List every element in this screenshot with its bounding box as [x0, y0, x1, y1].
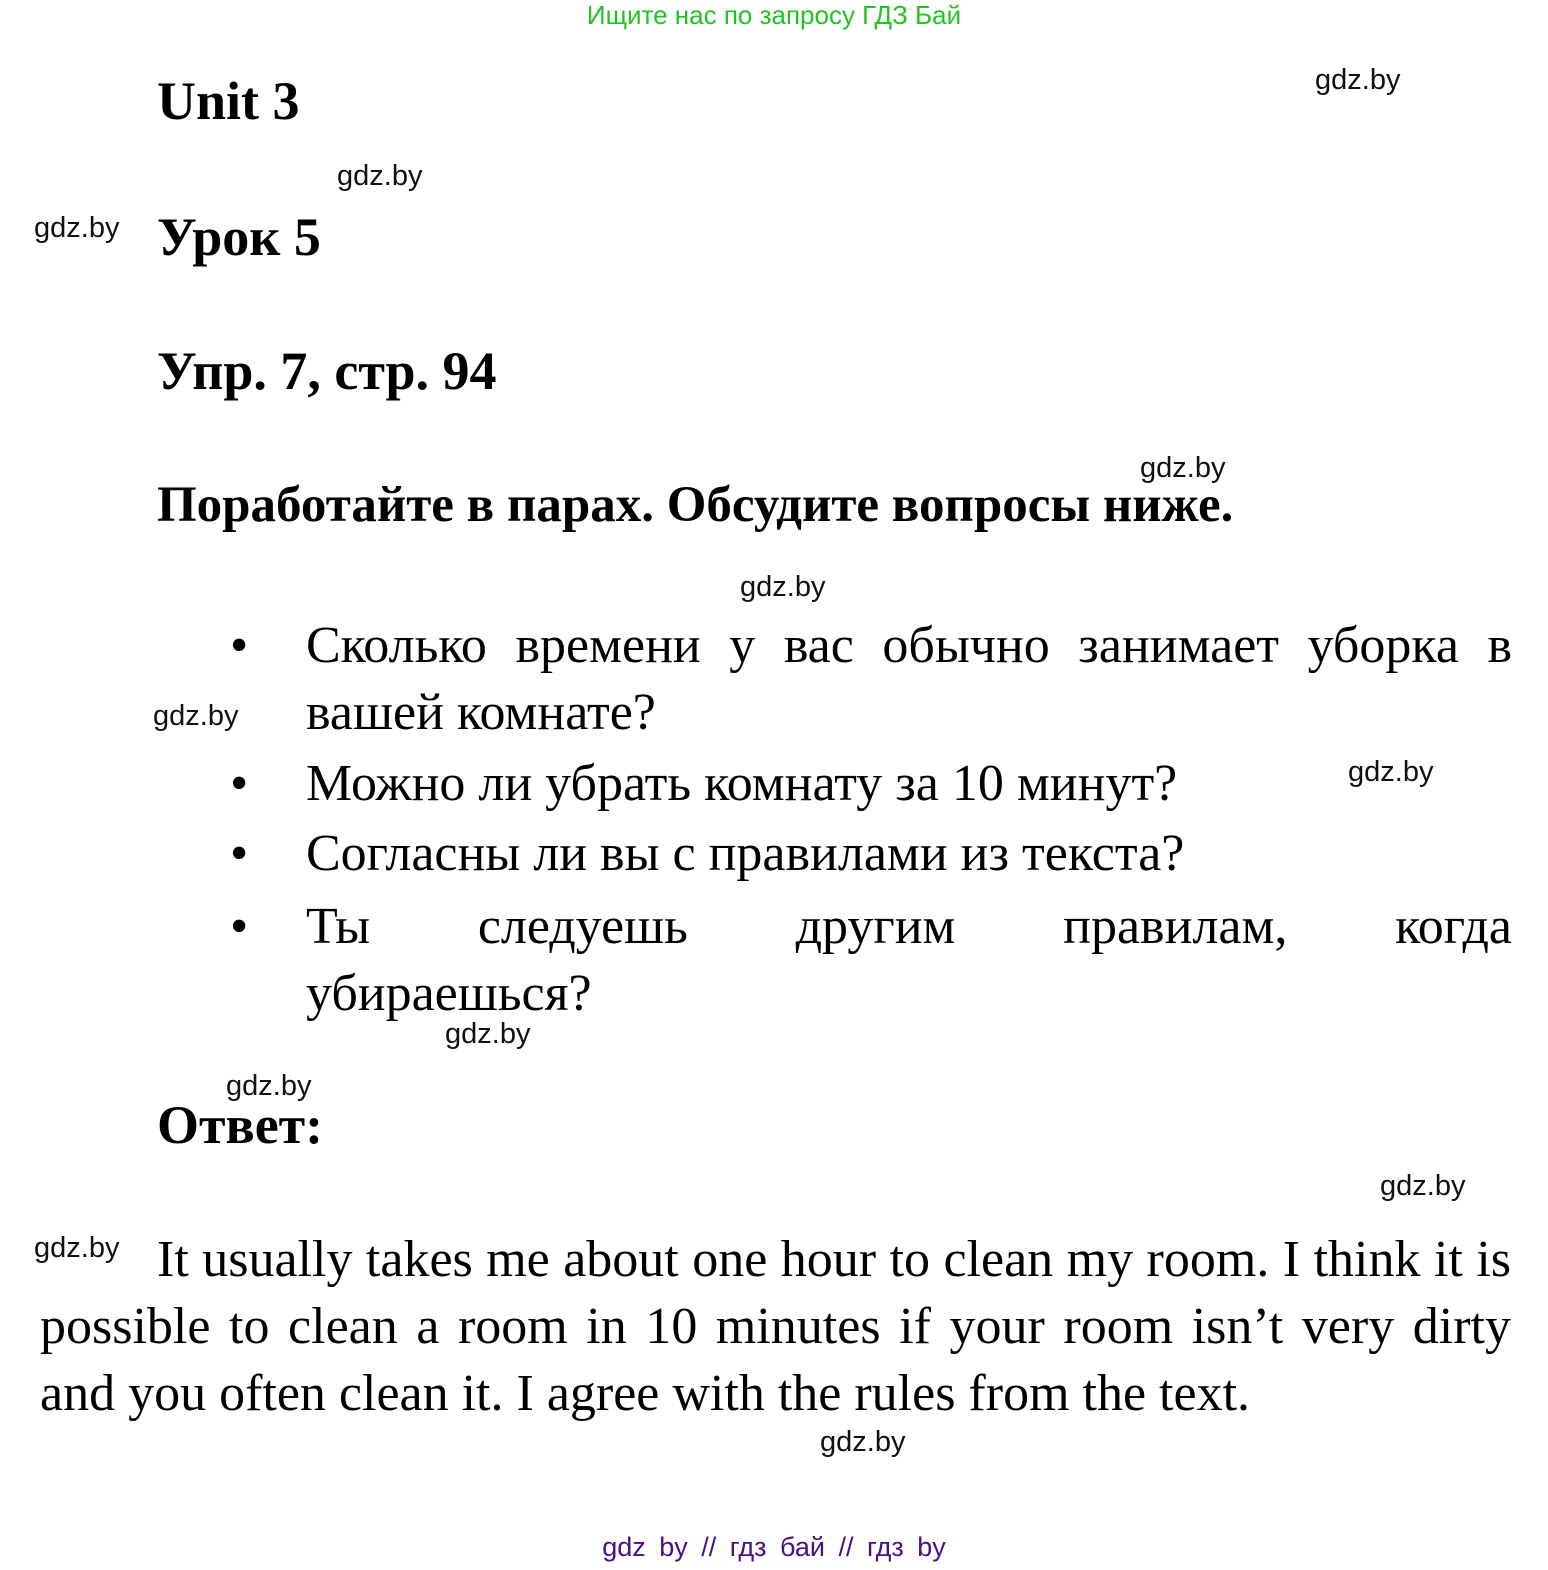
- bullet-icon: •: [230, 825, 249, 882]
- watermark: gdz.by: [445, 1018, 531, 1050]
- watermark: gdz.by: [1348, 756, 1434, 788]
- unit-heading: Unit 3: [157, 71, 300, 131]
- answer-label: Ответ:: [157, 1095, 324, 1155]
- watermark: gdz.by: [153, 700, 239, 732]
- watermark: gdz.by: [34, 1232, 120, 1264]
- watermark: gdz.by: [1140, 452, 1226, 484]
- watermark: gdz.by: [820, 1426, 906, 1458]
- footer-links: gdz by // гдз бай // гдз by: [602, 1532, 946, 1562]
- watermark: gdz.by: [337, 160, 423, 192]
- watermark: gdz.by: [1380, 1170, 1466, 1202]
- watermark: gdz.by: [740, 571, 826, 603]
- list-item: • Ты следуешь другим правилам, когда убираешься?: [230, 893, 1512, 1027]
- search-banner: Ищите нас по запросу ГДЗ Бай: [586, 0, 962, 30]
- answer-text: It usually takes me about one hour to clean my room. I think it is possible to clean a room in 10 minutes if your room isn’t very dirty and you often clean it. I agree with the rules from the text.: [40, 1231, 1511, 1422]
- bullet-icon: •: [230, 617, 249, 674]
- list-item: • Согласны ли вы с правилами из текста?: [230, 820, 1512, 887]
- list-item: • Можно ли убрать комнату за 10 минут?: [230, 750, 1512, 817]
- list-item: • Сколько времени у вас обычно занимает уборка в вашей комнате?: [230, 612, 1512, 746]
- task-instruction: Поработайте в парах. Обсудите вопросы ниже.: [157, 477, 1234, 533]
- bullet-icon: •: [230, 898, 249, 955]
- exercise-heading: Упр. 7, стр. 94: [157, 341, 497, 401]
- watermark: gdz.by: [34, 212, 120, 244]
- lesson-heading: Урок 5: [157, 207, 321, 267]
- watermark: gdz.by: [1315, 64, 1401, 96]
- bullet-icon: •: [230, 755, 249, 812]
- watermark: gdz.by: [226, 1070, 312, 1102]
